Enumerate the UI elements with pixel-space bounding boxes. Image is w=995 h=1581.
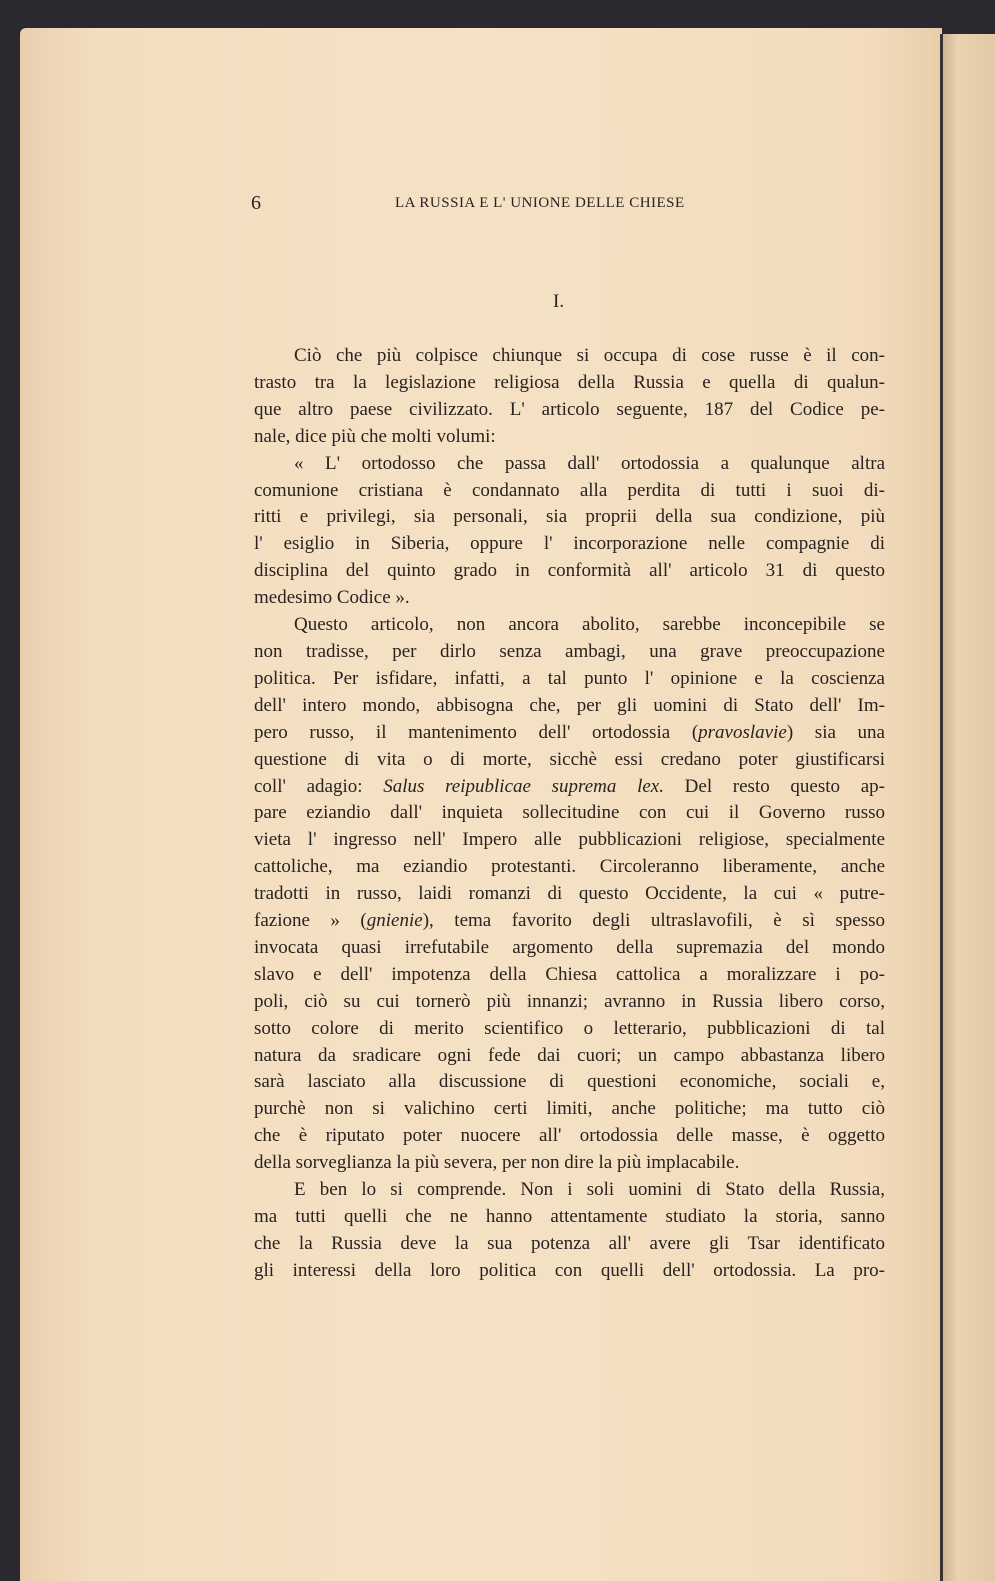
text-span: sarà lasciato alla discussione di questioni economiche, sociali e, <box>254 1071 885 1093</box>
text-span: « L' ortodosso che passa dall' ortodossia a qualunque altra <box>294 452 885 474</box>
text-span: Questo articolo, non ancora abolito, sarebbe inconcepibile se <box>294 614 885 636</box>
text-line <box>254 666 885 693</box>
text-line <box>254 612 885 639</box>
text-line <box>254 1204 885 1231</box>
italic-text: pravoslavie <box>698 721 787 743</box>
text-span: comunione cristiana è condannato alla perdita di tutti i suoi di- <box>254 479 885 501</box>
text-span: ritti e privilegi, sia personali, sia proprii della sua condizione, più <box>254 506 885 528</box>
text-span: disciplina del quinto grado in conformità all' articolo 31 di questo <box>254 560 885 582</box>
text-line <box>254 397 885 424</box>
page-number: 6 <box>251 192 261 214</box>
text-line <box>254 1096 885 1123</box>
text-span: Del resto questo ap- <box>663 775 885 797</box>
text-line <box>254 827 885 854</box>
text-span: tradotti in russo, laidi romanzi di questo Occidente, la cui « putre- <box>254 883 885 905</box>
text-span: l' esiglio in Siberia, oppure l' incorporazione nelle compagnie di <box>254 533 885 555</box>
text-line <box>254 1043 885 1070</box>
text-line <box>254 639 885 666</box>
next-page-edge <box>942 34 995 1581</box>
text-span: nale, dice più che molti volumi: <box>254 425 496 447</box>
text-span: slavo e dell' impotenza della Chiesa cattolica a moralizzare i po- <box>254 963 885 985</box>
text-span: sotto colore di merito scientifico o letterario, pubblicazioni di tal <box>254 1017 885 1039</box>
text-line <box>254 370 885 397</box>
text-span: E ben lo si comprende. Non i soli uomini di Stato della Russia, <box>294 1179 885 1201</box>
text-line <box>254 478 885 505</box>
text-line <box>254 451 885 478</box>
text-span: natura da sradicare ogni fede dai cuori; un campo abbastanza libero <box>254 1044 885 1066</box>
text-span: poli, ciò su cui tornerò più innanzi; avranno in Russia libero corso, <box>254 990 885 1012</box>
text-line <box>254 1069 885 1096</box>
text-line <box>254 1150 885 1177</box>
text-span: ma tutti quelli che ne hanno attentamente studiato la storia, sanno <box>254 1206 885 1227</box>
text-span: cattoliche, ma eziandio protestanti. Circoleranno liberamente, anche <box>254 856 885 878</box>
text-line <box>254 558 885 585</box>
italic-text: gnienie <box>366 910 423 932</box>
text-line <box>254 747 885 774</box>
text-span: che è riputato poter nuocere all' ortodossia delle masse, è oggetto <box>254 1125 885 1147</box>
text-span: ) sia una <box>786 721 885 743</box>
text-line <box>254 962 885 989</box>
text-span: questione di vita o di morte, sicchè essi credano poter giustificarsi <box>254 748 885 770</box>
text-span: medesimo Codice ». <box>254 587 410 609</box>
text-span: politica. Per isfidare, infatti, a tal punto l' opinione e la coscienza <box>254 667 885 689</box>
text-line <box>254 908 885 935</box>
text-line <box>254 720 885 747</box>
text-line <box>254 1258 885 1285</box>
text-span: purchè non si valichino certi limiti, anche politiche; ma tutto ciò <box>254 1098 885 1120</box>
text-line <box>254 774 885 801</box>
text-line <box>254 424 885 451</box>
text-line <box>254 1123 885 1150</box>
text-line <box>254 800 885 827</box>
text-span: invocata quasi irrefutabile argomento della supremazia del mondo <box>254 936 885 958</box>
text-line <box>254 531 885 558</box>
text-span: della sorveglianza la più severa, per non dire la più implacabile. <box>254 1152 740 1174</box>
text-line <box>254 1231 885 1258</box>
text-line <box>254 585 885 612</box>
body-text <box>254 343 885 1285</box>
text-line <box>254 693 885 720</box>
section-heading: I. <box>553 291 565 312</box>
text-span: trasto tra la legislazione religiosa della Russia e quella di qualun- <box>254 371 885 393</box>
text-span: non tradisse, per dirlo senza ambagi, una grave preoccupazione <box>254 640 885 662</box>
text-line <box>254 854 885 881</box>
page-gutter <box>940 34 943 1581</box>
text-span: que altro paese civilizzato. L' articolo seguente, 187 del Codice pe- <box>254 398 885 420</box>
text-span: coll' adagio: <box>254 775 384 797</box>
text-span: che la Russia deve la sua potenza all' avere gli Tsar identificato <box>254 1232 885 1254</box>
text-span: dell' intero mondo, abbisogna che, per gli uomini di Stato dell' Im- <box>254 694 885 716</box>
text-span: pare eziandio dall' inquieta sollecitudine con cui il Governo russo <box>254 802 885 824</box>
running-title: LA RUSSIA E L' UNIONE DELLE CHIESE <box>395 195 685 211</box>
text-line <box>254 343 885 370</box>
text-line <box>254 1016 885 1043</box>
text-span: ), tema favorito degli ultraslavofili, è sì spesso <box>422 910 885 932</box>
text-line <box>254 989 885 1016</box>
text-line <box>254 935 885 962</box>
text-span: pero russo, il mantenimento dell' ortodossia ( <box>254 721 699 743</box>
text-line <box>254 504 885 531</box>
italic-text: Salus reipublicae suprema lex. <box>383 775 664 797</box>
text-span: gli interessi della loro politica con quelli dell' ortodossia. La pro- <box>254 1259 885 1281</box>
text-span: vieta l' ingresso nell' Impero alle pubblicazioni religiose, specialmente <box>254 829 885 851</box>
text-span: Ciò che più colpisce chiunque si occupa di cose russe è il con- <box>294 345 885 366</box>
text-span: fazione » ( <box>254 910 367 932</box>
text-line <box>254 1177 885 1204</box>
text-line <box>254 881 885 908</box>
